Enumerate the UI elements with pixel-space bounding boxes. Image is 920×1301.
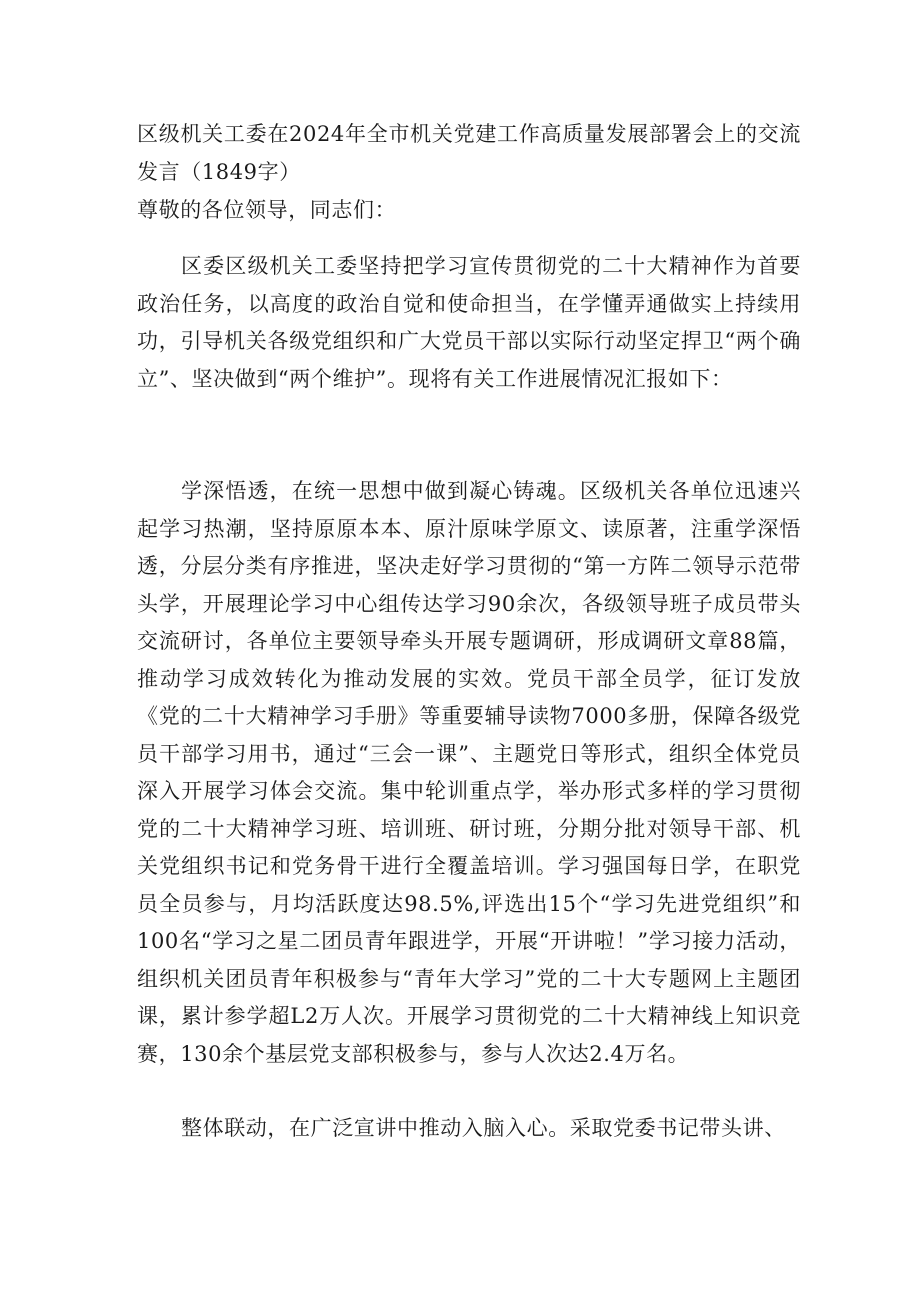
paragraph-linkage: 整体联动，在广泛宣讲中推动入脑入心。采取党委书记带头讲、 bbox=[181, 1116, 786, 1140]
document-title: 区级机关工委在2024年全市机关党建工作高质量发展部署会上的交流发言（1849字） bbox=[137, 122, 801, 184]
greeting: 尊敬的各位领导，同志们： bbox=[137, 198, 397, 222]
paragraph-intro: 区委区级机关工委坚持把学习宣传贯彻党的二十大精神作为首要政治任务，以高度的政治自觉和使命担当，在学懂弄通做实上持续用功，引导机关各级党组织和广大党员干部以实际行动坚定捍卫“两个确立”、坚决做到“两个维护”。现将有关工作进展情况汇报如下： bbox=[137, 254, 801, 391]
paragraph-study: 学深悟透，在统一思想中做到凝心铸魂。区级机关各单位迅速兴起学习热潮，坚持原原本本、原汁原味学原文、读原著，注重学深悟透，分层分类有序推进，坚决走好学习贯彻的“第一方阵二领导示范带头学，开展理论学习中心组传达学习90余次，各级领导班子成员带头交流研讨，各单位主要领导牵头开展专题调研，形成调研文章88篇，推动学习成效转化为推动发展的实效。党员干部全员学，征订发放《党的二十大精神学习手册》等重要辅导读物7000多册，保障各级党员干部学习用书，通过“三会一课”、主题党日等形式，组织全体党员深入开展学习体会交流。集中轮训重点学，举办形式多样的学习贯彻党的二十大精神学习班、培训班、研讨班，分期分批对领导干部、机关党组织书记和党务骨干进行全覆盖培训。学习强国每日学，在职党员全员参与，月均活跃度达98.5%,评选出15个“学习先进党组织”和100名“学习之星二团员青年跟进学，开展“开讲啦！”学习接力活动，组织机关团员青年积极参与“青年大学习”党的二十大专题网上主题团课，累计参学超L2万人次。开展学习贯彻党的二十大精神线上知识竞赛，130余个基层党支部积极参与，参与人次达2.4万名。 bbox=[137, 479, 801, 1066]
